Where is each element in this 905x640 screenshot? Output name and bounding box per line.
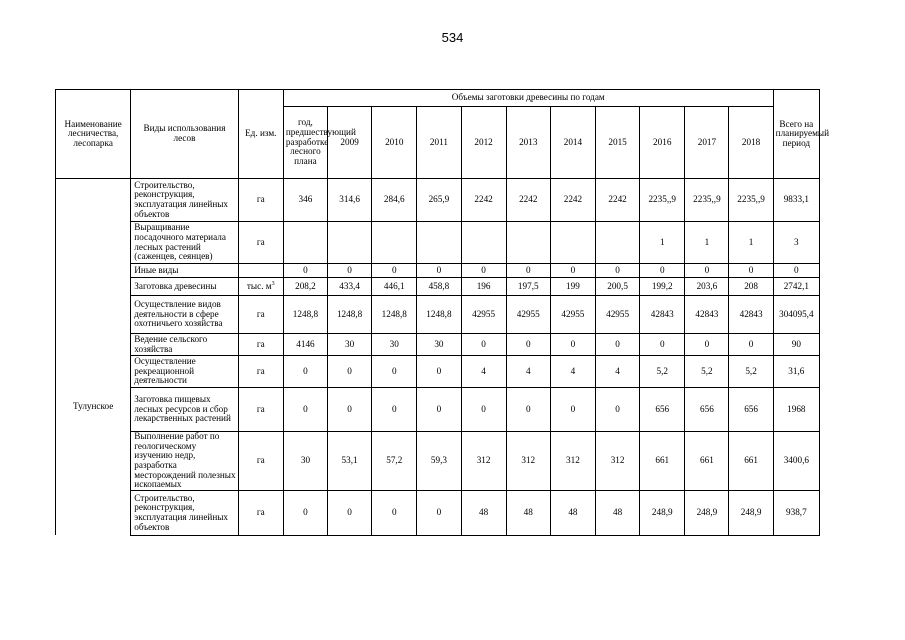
year-value: 1	[729, 222, 773, 264]
header-use-type: Виды использования лесов	[131, 90, 238, 179]
year-value	[417, 222, 461, 264]
year-value: 1248,8	[417, 296, 461, 334]
year-value: 199	[550, 278, 595, 296]
year-value: 0	[328, 356, 372, 388]
year-value: 248,9	[685, 490, 729, 535]
year-value: 30	[328, 334, 372, 356]
year-value: 0	[417, 388, 461, 432]
year-value: 661	[640, 432, 685, 491]
year-value: 1248,8	[328, 296, 372, 334]
year-value: 5,2	[729, 356, 773, 388]
year-value: 42955	[506, 296, 550, 334]
unit-text: тыс. м	[246, 280, 272, 291]
year-value	[328, 222, 372, 264]
forestry-name: Тулунское	[56, 278, 131, 536]
year-value: 48	[550, 490, 595, 535]
header-total: Всего на планируемый период	[773, 90, 819, 179]
table-row	[56, 179, 820, 222]
year-value: 1248,8	[372, 296, 417, 334]
year-value: 2235,,9	[729, 179, 773, 222]
total-value: 0	[773, 264, 819, 278]
year-value: 0	[729, 264, 773, 278]
year-value: 0	[506, 334, 550, 356]
header-year: 2016	[640, 107, 685, 179]
year-value: 2242	[461, 179, 506, 222]
year-value: 5,2	[640, 356, 685, 388]
table-row	[56, 432, 820, 491]
year-value: 2242	[596, 179, 640, 222]
year-value: 0	[328, 490, 372, 535]
year-value: 4	[506, 356, 550, 388]
use-type: Осуществление рекреационной деятельности	[131, 356, 238, 388]
year-value: 59,3	[417, 432, 461, 491]
unit: га	[238, 334, 283, 356]
year-value: 208	[729, 278, 773, 296]
total-value: 3400,6	[773, 432, 819, 491]
year-value: 248,9	[729, 490, 773, 535]
header-year: 2015	[596, 107, 640, 179]
header-year: 2017	[685, 107, 729, 179]
total-value: 938,7	[773, 490, 819, 535]
table-row	[56, 490, 820, 535]
year-value: 656	[685, 388, 729, 432]
year-value: 0	[461, 388, 506, 432]
year-value: 446,1	[372, 278, 417, 296]
total-value: 304095,4	[773, 296, 819, 334]
year-value: 42955	[550, 296, 595, 334]
year-value: 248,9	[640, 490, 685, 535]
year-value: 2242	[550, 179, 595, 222]
year-value: 48	[461, 490, 506, 535]
year-value: 0	[596, 264, 640, 278]
year-value: 203,6	[685, 278, 729, 296]
year-value: 0	[506, 388, 550, 432]
year-value: 314,6	[328, 179, 372, 222]
header-unit: Ед. изм.	[238, 90, 283, 179]
prev-plan-value: 1248,8	[283, 296, 327, 334]
year-value: 0	[596, 334, 640, 356]
year-value: 42843	[685, 296, 729, 334]
unit: га	[238, 388, 283, 432]
year-value: 312	[506, 432, 550, 491]
year-value: 0	[640, 264, 685, 278]
year-value: 0	[596, 388, 640, 432]
year-value: 661	[729, 432, 773, 491]
prev-plan-value: 346	[283, 179, 327, 222]
table-row	[56, 388, 820, 432]
total-value: 90	[773, 334, 819, 356]
use-type: Заготовка древесины	[131, 278, 238, 296]
prev-plan-value: 0	[283, 388, 327, 432]
use-type: Осуществление видов деятельности в сфере охотничьего хозяйства	[131, 296, 238, 334]
forestry-name	[56, 179, 131, 278]
year-value: 48	[596, 490, 640, 535]
year-value: 42843	[640, 296, 685, 334]
table-row	[56, 356, 820, 388]
year-value	[461, 222, 506, 264]
year-value: 0	[729, 334, 773, 356]
prev-plan-value: 4146	[283, 334, 327, 356]
year-value: 661	[685, 432, 729, 491]
year-value: 0	[372, 490, 417, 535]
unit: га	[238, 490, 283, 535]
use-type: Выращивание посадочного материала лесных растений (саженцев, сеянцев)	[131, 222, 238, 264]
forest-use-table	[55, 89, 830, 536]
year-value: 2242	[506, 179, 550, 222]
year-value: 0	[417, 490, 461, 535]
table-row	[56, 278, 820, 296]
year-value: 0	[417, 264, 461, 278]
unit: га	[238, 356, 283, 388]
year-value: 0	[506, 264, 550, 278]
header-prev-plan: год, предшествующий разработке лесного плана	[283, 107, 327, 179]
unit: га	[238, 222, 283, 264]
table-row	[56, 334, 820, 356]
year-value: 433,4	[328, 278, 372, 296]
use-type: Выполнение работ по геологическому изучению недр, разработка месторождений полезных ископаемых	[131, 432, 238, 491]
prev-plan-value: 0	[283, 264, 327, 278]
header-name: Наименование лесничества, лесопарка	[56, 90, 131, 179]
total-value: 3	[773, 222, 819, 264]
year-value: 42843	[729, 296, 773, 334]
header-year: 2010	[372, 107, 417, 179]
year-value: 0	[372, 388, 417, 432]
total-value: 2742,1	[773, 278, 819, 296]
year-value	[372, 222, 417, 264]
prev-plan-value: 30	[283, 432, 327, 491]
year-value: 57,2	[372, 432, 417, 491]
header-year: 2011	[417, 107, 461, 179]
header-year: 2018	[729, 107, 773, 179]
page-number: 534	[441, 30, 464, 45]
unit-superscript: 3	[271, 280, 275, 287]
total-value: 31,6	[773, 356, 819, 388]
year-value	[550, 222, 595, 264]
prev-plan-value: 0	[283, 356, 327, 388]
year-value: 200,5	[596, 278, 640, 296]
table-row	[56, 264, 820, 278]
year-value: 196	[461, 278, 506, 296]
year-value: 458,8	[417, 278, 461, 296]
year-value: 42955	[461, 296, 506, 334]
header-year: 2012	[461, 107, 506, 179]
header-volumes: Объемы заготовки древесины по годам	[283, 90, 773, 107]
year-value: 265,9	[417, 179, 461, 222]
prev-plan-value: 208,2	[283, 278, 327, 296]
year-value: 284,6	[372, 179, 417, 222]
year-value: 2235,,9	[685, 179, 729, 222]
prev-plan-value	[283, 222, 327, 264]
year-value: 4	[461, 356, 506, 388]
unit: га	[238, 296, 283, 334]
unit: га	[238, 432, 283, 491]
year-value: 2235,,9	[640, 179, 685, 222]
year-value: 0	[685, 264, 729, 278]
year-value: 656	[729, 388, 773, 432]
unit	[238, 278, 283, 296]
year-value: 30	[417, 334, 461, 356]
year-value: 312	[461, 432, 506, 491]
year-value: 4	[550, 356, 595, 388]
year-value: 5,2	[685, 356, 729, 388]
year-value: 656	[640, 388, 685, 432]
year-value: 0	[372, 356, 417, 388]
header-year: 2013	[506, 107, 550, 179]
use-type: Иные виды	[131, 264, 238, 278]
unit	[238, 264, 283, 278]
year-value: 0	[550, 388, 595, 432]
use-type: Строительство, реконструкция, эксплуатация линейных объектов	[131, 179, 238, 222]
year-value: 0	[417, 356, 461, 388]
table-row	[56, 222, 820, 264]
year-value: 0	[461, 264, 506, 278]
year-value: 312	[596, 432, 640, 491]
year-value: 0	[372, 264, 417, 278]
year-value: 0	[685, 334, 729, 356]
use-type: Заготовка пищевых лесных ресурсов и сбор лекарственных растений	[131, 388, 238, 432]
year-value: 4	[596, 356, 640, 388]
prev-plan-value: 0	[283, 490, 327, 535]
year-value	[596, 222, 640, 264]
year-value: 53,1	[328, 432, 372, 491]
use-type: Строительство, реконструкция, эксплуатация линейных объектов	[131, 490, 238, 535]
year-value: 48	[506, 490, 550, 535]
year-value: 0	[328, 388, 372, 432]
year-value: 0	[328, 264, 372, 278]
year-value: 312	[550, 432, 595, 491]
year-value: 0	[461, 334, 506, 356]
year-value: 42955	[596, 296, 640, 334]
year-value: 0	[640, 334, 685, 356]
year-value: 1	[685, 222, 729, 264]
total-value: 1968	[773, 388, 819, 432]
use-type: Ведение сельского хозяйства	[131, 334, 238, 356]
year-value	[506, 222, 550, 264]
year-value: 30	[372, 334, 417, 356]
unit: га	[238, 179, 283, 222]
year-value: 0	[550, 334, 595, 356]
year-value: 199,2	[640, 278, 685, 296]
year-value: 0	[550, 264, 595, 278]
header-year: 2014	[550, 107, 595, 179]
year-value: 197,5	[506, 278, 550, 296]
header-year: 2009	[328, 107, 372, 179]
table-row	[56, 296, 820, 334]
year-value: 1	[640, 222, 685, 264]
total-value: 9833,1	[773, 179, 819, 222]
